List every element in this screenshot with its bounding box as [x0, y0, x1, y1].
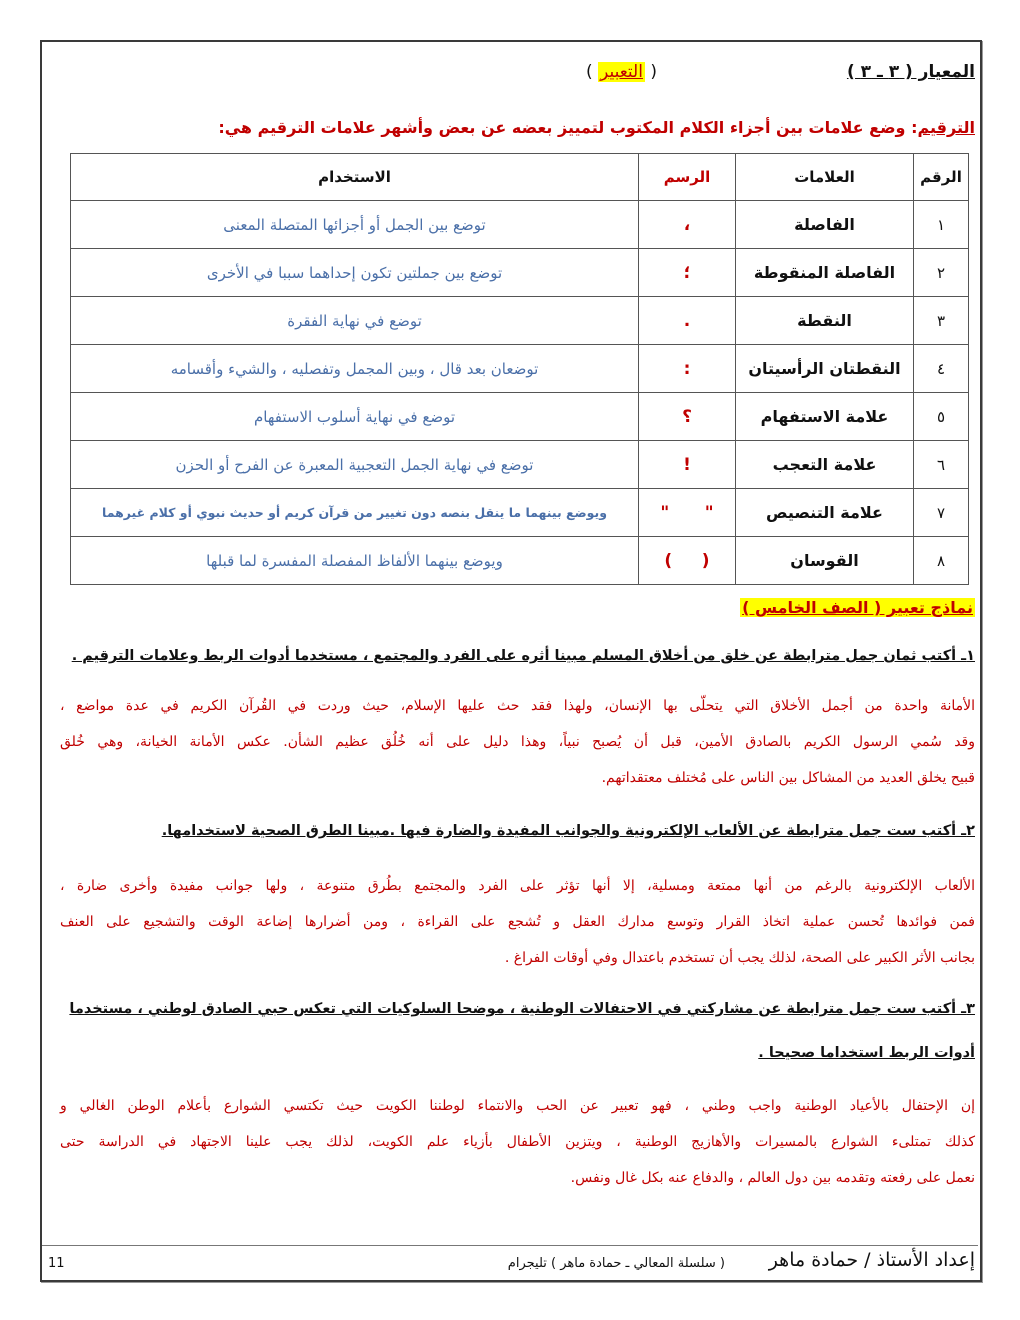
mark-symbol: " "	[639, 489, 736, 537]
punctuation-definition	[70, 118, 975, 137]
table-row	[71, 393, 969, 441]
mark-symbol: ؟	[639, 393, 736, 441]
answer-line: الألعاب الإلكترونية بالرغم من أنها ممتعة ومسلية، إلا أنها تؤثر على الفرد والمجتمع بطُرق متنوعة ، ولها جوانب مفيدة وأخرى ضارة ،	[60, 878, 975, 894]
header-symbol: الرسم	[639, 154, 736, 201]
mark-symbol: ،	[639, 201, 736, 249]
footer-divider	[42, 1245, 978, 1246]
answer-1	[60, 688, 975, 796]
table-row	[71, 441, 969, 489]
footer-series: ( سلسلة المعالي ـ حمادة ماهر ) تليجرام	[507, 1256, 725, 1271]
standard-label: المعيار ( ٣ ـ ٣ )	[846, 62, 975, 82]
table-row	[71, 297, 969, 345]
mark-symbol: .	[639, 297, 736, 345]
mark-name: علامة الاستفهام	[736, 393, 914, 441]
mark-usage: توضع بين جملتين تكون إحداهما سببا في الأخرى	[71, 249, 639, 297]
mark-symbol: ؛	[639, 249, 736, 297]
header-marks: العلامات	[736, 154, 914, 201]
page-number: 11	[48, 1256, 65, 1271]
mark-usage: توضع في نهاية أسلوب الاستفهام	[71, 393, 639, 441]
standard-line	[75, 62, 975, 92]
section-title: نماذج تعبير ( الصف الخامس )	[742, 598, 973, 617]
mark-usage: ويوضع بينهما الألفاظ المفصلة المفسرة لما قبلها	[71, 537, 639, 585]
header-usage: الاستخدام	[71, 154, 639, 201]
mark-name: القوسان	[736, 537, 914, 585]
footer-author: إعداد الأستاذ / حمادة ماهر	[768, 1249, 975, 1271]
mark-usage: ويوضع بينهما ما ينقل بنصه دون تغيير من قرآن كريم أو حديث نبوي أو كلام غيرهما	[71, 489, 639, 537]
mark-name: النقطة	[736, 297, 914, 345]
answer-2	[60, 868, 975, 976]
table-row	[71, 201, 969, 249]
table-row	[71, 249, 969, 297]
answer-line: قبيح يخلق العديد من المشاكل بين الناس على مُختلف معتقداتهم.	[601, 770, 975, 786]
answer-line: كذلك تمتلىء الشوارع بالمسيرات والأهازيج الوطنية ، ويتزين الأطفال بأزياء علم الكويت، لذلك يجب علينا الاجتهاد في الدراسة حتى	[60, 1134, 975, 1150]
mark-usage: توضعان بعد قال ، وبين المجمل وتفصليه ، والشيء وأقسامه	[71, 345, 639, 393]
row-number: ٨	[914, 537, 969, 585]
row-number: ٣	[914, 297, 969, 345]
row-number: ٧	[914, 489, 969, 537]
question-2: ٢ـ أكتب ست جمل مترابطة عن الألعاب الإلكترونية والجوانب المفيدة والضارة فيها .مبينا الطرق الصحية لاستخدامها.	[161, 823, 975, 839]
answer-line: نعمل على رفعته وتقدمه بين دول العالم ، والدفاع عنه بكل غال ونفس.	[570, 1170, 975, 1186]
row-number: ٥	[914, 393, 969, 441]
table-header-row	[71, 154, 969, 201]
mark-symbol: :	[639, 345, 736, 393]
mark-name: علامة التعجب	[736, 441, 914, 489]
question-3-line-2: أدوات الربط استخداما صحيحا .	[758, 1045, 975, 1061]
question-3-line-1: ٣ـ أكتب ست جمل مترابطة عن مشاركتي في الاحتفالات الوطنية ، موضحا السلوكيات التي تعكس حبي الصادق لوطني ، مستخدما	[69, 1001, 975, 1017]
mark-name: الفاصلة	[736, 201, 914, 249]
table-row	[71, 537, 969, 585]
row-number: ٢	[914, 249, 969, 297]
mark-symbol: !	[639, 441, 736, 489]
answer-3	[60, 1088, 975, 1196]
row-number: ٤	[914, 345, 969, 393]
mark-name: علامة التنصيص	[736, 489, 914, 537]
definition-text: : وضع علامات بين أجزاء الكلام المكتوب لتمييز بعضه عن بعض وأشهر علامات الترقيم هي:	[218, 118, 918, 137]
mark-usage: توضع في نهاية الجمل التعجبية المعبرة عن الفرح أو الحزن	[71, 441, 639, 489]
table-row	[71, 345, 969, 393]
punctuation-table	[70, 153, 969, 585]
answer-line: فمن فوائدها تُحسن عملية اتخاذ القرار وتوسع مدارك العقل و تُشجع على القراءة ، ومن أضرارها إضاعة الوقت والتشجيع على العنف	[60, 914, 975, 930]
definition-term: الترقيم	[917, 118, 975, 137]
topic-label: ( التعبير )	[586, 62, 657, 82]
topic-highlight: التعبير	[600, 62, 643, 82]
table-row	[71, 489, 969, 537]
mark-name: النقطتان الرأسيتان	[736, 345, 914, 393]
row-number: ١	[914, 201, 969, 249]
answer-line: الأمانة واحدة من أجمل الأخلاق التي يتحلّى بها الإنسان، ولهذا فقد حث عليها الإسلام، حيث وردت في القُرآن الكريم في عدة مواضع ،	[60, 698, 975, 714]
row-number: ٦	[914, 441, 969, 489]
question-1: ١ـ أكتب ثمان جمل مترابطة عن خلق من أخلاق المسلم مبينا أثره على الفرد والمجتمع ، مستخدما أدوات الربط وعلامات الترقيم .	[71, 648, 975, 664]
answer-line: وقد سُمي الرسول الكريم بالصادق الأمين، قبل أن يُصبح نبياً، وهذا دليل على أنه خُلُق عظيم الشأن. عكس الأمانة الخيانة، وهي خُلق	[60, 734, 975, 750]
answer-line: إن الإحتفال بالأعياد الوطنية واجب وطني ، فهو تعبير عن الحب والانتماء لوطننا الكويت حيث تكتسي الشوارع بأعلام الوطن الغالي و	[60, 1098, 975, 1114]
mark-name: الفاصلة المنقوطة	[736, 249, 914, 297]
mark-usage: توضع في نهاية الفقرة	[71, 297, 639, 345]
mark-usage: توضع بين الجمل أو أجزائها المتصلة المعنى	[71, 201, 639, 249]
header-number: الرقم	[914, 154, 969, 201]
mark-symbol: ( )	[639, 537, 736, 585]
answer-line: بجانب الأثر الكبير على الصحة، لذلك يجب أن تستخدم باعتدال وفي أوقات الفراغ .	[504, 950, 975, 966]
